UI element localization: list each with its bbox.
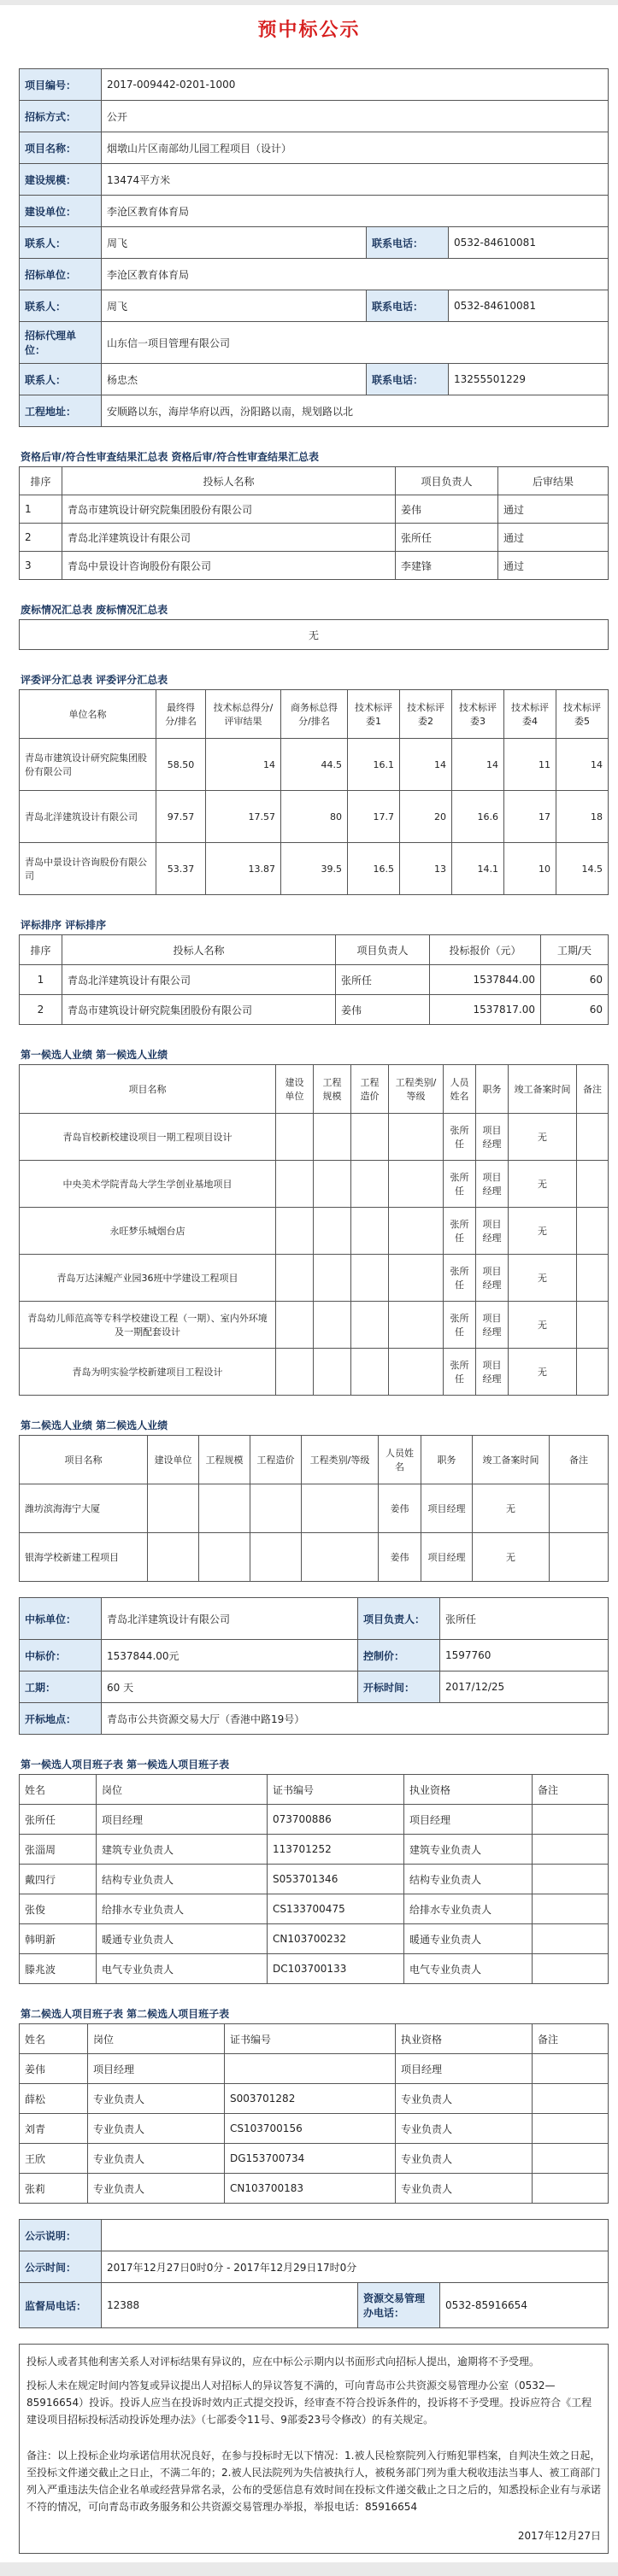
table-row: 韩明新 暖通专业负责人 CN103700232 暖通专业负责人 <box>20 1924 609 1954</box>
publicity-table: 公示说明： 公示时间： 2017年12月27日0时0分 - 2017年12月29日17时0分 监督局电话： 12388 资源交易管理办电话： 0532-85916654 <box>19 2219 609 2328</box>
note-paragraph: 投标人未在规定时间内答复或异议提出人对招标人的异议答复不满的，可向青岛市公共资源交易管理办公室（0532—85916654）投诉。投诉人应当在投诉时效内正式提交投诉，经审查不符合投诉条件的，投诉将不予受理。投诉应符合《工程建设项目招标投标活动投诉处理办法》（七部委令11号、9部委23号令修改）的有关规定。 <box>26 2380 592 2426</box>
table-row: 青岛中景设计咨询股份有限公司 53.37 13.87 39.5 16.5 13 14.1 10 14.5 <box>20 843 609 895</box>
phone: 0532-84610081 <box>449 227 609 259</box>
project-info-table: 项目编号： 2017-009442-0201-1000 招标方式： 公开 项目名称： 烟墩山片区南部幼儿园工程项目（设计） 建设规模： 13474平方米 建设单位： 李沧区教育体育局 联系人： 周飞 联系电话： 0532-84610081 招标单位： 李沧区教育体育局 联系人： 周飞 联系电话： 0532-84610081 招标代理单位： 山东信一项目管理有限公司 联系人： 杨忠杰 联系电话： 13255501229 工程地址： 安顺路以东，海岸华府以西，汾阳路以南，规划路以北 <box>19 68 609 427</box>
supervisor-phone: 12388 <box>102 2283 358 2328</box>
table-row: 潍坊滨海海宁大厦 姜伟 项目经理 无 <box>20 1484 609 1533</box>
contact: 杨忠杰 <box>102 364 367 395</box>
rank-title: 评标排序 评标排序 <box>21 919 107 931</box>
table-row: 张淄周 建筑专业负责人 113701252 建筑专业负责人 <box>20 1835 609 1865</box>
table-row: 姜伟 项目经理 项目经理 <box>20 2054 609 2084</box>
project-address: 安顺路以东，海岸华府以西，汾阳路以南，规划路以北 <box>102 395 609 427</box>
table-row: 青岛北洋建筑设计有限公司 97.57 17.57 80 17.7 20 16.6 17 18 <box>20 791 609 843</box>
agency: 山东信一项目管理有限公司 <box>102 322 609 364</box>
table-row: 中央美术学院青岛大学生学创业基地项目 张所任 项目经理 无 <box>20 1161 609 1208</box>
award-table: 中标单位： 青岛北洋建筑设计有限公司 项目负责人： 张所任 中标价： 1537844.00元 控制价： 1597760 工期： 60 天 开标时间： 2017/12/25 开标地点： 青岛市公共资源交易大厅（香港中路19号） <box>19 1597 609 1735</box>
page-title: 预中标公示 <box>257 20 361 41</box>
publish-date: 2017年12月27日 <box>517 2530 601 2542</box>
top-bar <box>0 0 618 5</box>
tenderer: 李沧区教育体育局 <box>102 259 609 290</box>
bid-method: 公开 <box>102 101 609 132</box>
phone: 0532-84610081 <box>449 290 609 322</box>
perf1-table: 项目名称 建设单位 工程规模 工程造价 工程类别/等级 人员姓名 职务 竣工备案时间 备注 青岛盲校新校建设项目一期工程项目设计 张所任 项目经理 无 中央美术学院青岛大学生学创业基地项目 张所任 项目经理 无 永旺梦乐城烟台店 张所任 项目经理 无 青岛万达涞鲲产业园36班中学建设工程项目 张所任 项目经理 无 青岛幼儿师范高等专科学校建设工程（一期）、室内外环境及一期配套设计 张所任 项目经理 无 青岛为明实验学校新建项目工程设计 张所任 项目经理 无 <box>19 1064 609 1396</box>
table-row: 王欣 专业负责人 DG153700734 专业负责人 <box>20 2144 609 2174</box>
publicity-note <box>102 2220 609 2251</box>
table-row: 张莉 专业负责人 CN103700183 专业负责人 <box>20 2174 609 2204</box>
winner: 青岛北洋建筑设计有限公司 <box>102 1598 358 1640</box>
table-row: 薛松 专业负责人 S003701282 专业负责人 <box>20 2084 609 2114</box>
table-row: 永旺梦乐城烟台店 张所任 项目经理 无 <box>20 1208 609 1255</box>
eval-title: 评委评分汇总表 评委评分汇总表 <box>21 674 168 686</box>
builder: 李沧区教育体育局 <box>102 196 609 227</box>
contact: 周飞 <box>102 227 367 259</box>
table-row: 3 青岛中景设计咨询股份有限公司 李建锋 通过 <box>20 552 609 580</box>
table-row: 1 青岛市建筑设计研究院集团股份有限公司 姜伟 通过 <box>20 495 609 524</box>
table-row: 2 青岛北洋建筑设计有限公司 张所任 通过 <box>20 524 609 552</box>
table-row: 2 青岛市建筑设计研究院集团股份有限公司 姜伟 1537817.00 60 <box>20 995 609 1025</box>
period: 60 天 <box>102 1671 358 1703</box>
table-row: 青岛为明实验学校新建项目工程设计 张所任 项目经理 无 <box>20 1349 609 1396</box>
open-place: 青岛市公共资源交易大厅（香港中路19号） <box>102 1703 609 1735</box>
table-row: 滕兆波 电气专业负责人 DC103700133 电气专业负责人 <box>20 1954 609 1984</box>
table-row: 青岛万达涞鲲产业园36班中学建设工程项目 张所任 项目经理 无 <box>20 1255 609 1302</box>
bottom-bar <box>0 2562 618 2576</box>
invalid-value: 无 <box>20 620 609 650</box>
publicity-time: 2017年12月27日0时0分 - 2017年12月29日17时0分 <box>102 2251 609 2283</box>
team2-title: 第二候选人项目班子表 第二候选人项目班子表 <box>21 2008 230 2020</box>
table-row: 张所任 项目经理 073700886 项目经理 <box>20 1805 609 1835</box>
table-row: 张俊 给排水专业负责人 CS133700475 给排水专业负责人 <box>20 1894 609 1924</box>
leader: 张所任 <box>440 1598 609 1640</box>
project-name: 烟墩山片区南部幼儿园工程项目（设计） <box>102 132 609 164</box>
table-row: 戴四行 结构专业负责人 S053701346 结构专业负责人 <box>20 1865 609 1894</box>
eval-table: 单位名称 最终得分/排名 技术标总得分/评审结果 商务标总得分/排名 技术标评委1 技术标评委2 技术标评委3 技术标评委4 技术标评委5 青岛市建筑设计研究院集团股份有限公司 58.50 14 44.5 16.1 14 14 11 14 青岛北洋建筑设计有限公司 97.57 17.57 80 17.7 20 16.6 17 18 青岛中景设计咨询股份有限公司 53.37 13.87 39.5 16.5 13 14.1 10 14.5 <box>19 689 609 895</box>
perf2-title: 第二候选人业绩 第二候选人业绩 <box>21 1420 168 1431</box>
build-scale: 13474平方米 <box>102 164 609 196</box>
table-row: 银海学校新建工程项目 姜伟 项目经理 无 <box>20 1533 609 1582</box>
invalid-title: 废标情况汇总表 废标情况汇总表 <box>21 604 168 616</box>
table-row: 青岛幼儿师范高等专科学校建设工程（一期）、室内外环境及一期配套设计 张所任 项目经理 无 <box>20 1302 609 1349</box>
qualify-table: 排序 投标人名称 项目负责人 后审结果 1 青岛市建筑设计研究院集团股份有限公司 姜伟 通过 2 青岛北洋建筑设计有限公司 张所任 通过 3 青岛中景设计咨询股份有限公司 李建锋 通过 <box>19 466 609 580</box>
phone: 13255501229 <box>449 364 609 395</box>
qualify-title: 资格后审/符合性审查结果汇总表 资格后审/符合性审查结果汇总表 <box>21 451 319 463</box>
table-row: 1 青岛北洋建筑设计有限公司 张所任 1537844.00 60 <box>20 965 609 995</box>
content <box>19 68 609 2554</box>
control-price: 1597760 <box>440 1640 609 1671</box>
table-row: 青岛盲校新校建设项目一期工程项目设计 张所任 项目经理 无 <box>20 1114 609 1161</box>
note-paragraph: 投标人或者其他利害关系人对评标结果有异议的，应在中标公示期内以书面形式向招标人提出，逾期将不予受理。 <box>26 2356 540 2368</box>
exchange-phone: 0532-85916654 <box>440 2283 609 2328</box>
note-paragraph: 备注：以上投标企业均承诺信用状况良好，在参与投标时无以下情况：1.被人民检察院列入行贿犯罪档案，自判决生效之日起，至投标文件递交截止之日止，不满二年的；2.被人民法院列为失信被执行人，被税务部门列为重大税收违法当事人、被工商部门列入严重违法失信企业名单或经营异常名录，公布的受惩信息有效时间在投标文件递交截止之日之后的，知悉投标企业有与承诺不符的情况，可向青岛市政务服务和公共资源交易管理办举报，举报电话：85916654 <box>26 2450 602 2513</box>
team1-table: 姓名 岗位 证书编号 执业资格 备注 张所任 项目经理 073700886 项目经理 张淄周 建筑专业负责人 113701252 建筑专业负责人 戴四行 结构专业负责人 S053701346 结构专业负责人 张俊 给排水专业负责人 CS133700475 给排水专业负责人 韩明新 暖通专业负责人 CN103700232 暖通专业负责人 滕兆波 电气专业负责人 DC103700133 电气专业负责人 <box>19 1774 609 1984</box>
table-row: 青岛市建筑设计研究院集团股份有限公司 58.50 14 44.5 16.1 14 14 11 14 <box>20 739 609 791</box>
open-time: 2017/12/25 <box>440 1671 609 1703</box>
contact: 周飞 <box>102 290 367 322</box>
project-no: 2017-009442-0201-1000 <box>102 69 609 101</box>
table-row: 刘青 专业负责人 CS103700156 专业负责人 <box>20 2114 609 2144</box>
rank-table: 排序 投标人名称 项目负责人 投标报价（元） 工期/天 1 青岛北洋建筑设计有限公司 张所任 1537844.00 60 2 青岛市建筑设计研究院集团股份有限公司 姜伟 1537817.00 60 <box>19 934 609 1025</box>
invalid-table <box>19 619 609 650</box>
team2-table: 姓名 岗位 证书编号 执业资格 备注 姜伟 项目经理 项目经理 薛松 专业负责人 S003701282 专业负责人 刘青 专业负责人 CS103700156 专业负责人 王欣 专业负责人 DG153700734 专业负责人 张莉 专业负责人 CN103700183 专业负责人 <box>19 2023 609 2204</box>
notes <box>19 2344 609 2554</box>
team1-title: 第一候选人项目班子表 第一候选人项目班子表 <box>21 1759 230 1771</box>
win-price: 1537844.00元 <box>102 1640 358 1671</box>
perf2-table: 项目名称 建设单位 工程规模 工程造价 工程类别/等级 人员姓名 职务 竣工备案时间 备注 潍坊滨海海宁大厦 姜伟 项目经理 无 银海学校新建工程项目 姜伟 项目经理 无 <box>19 1435 609 1582</box>
perf1-title: 第一候选人业绩 第一候选人业绩 <box>21 1049 168 1061</box>
